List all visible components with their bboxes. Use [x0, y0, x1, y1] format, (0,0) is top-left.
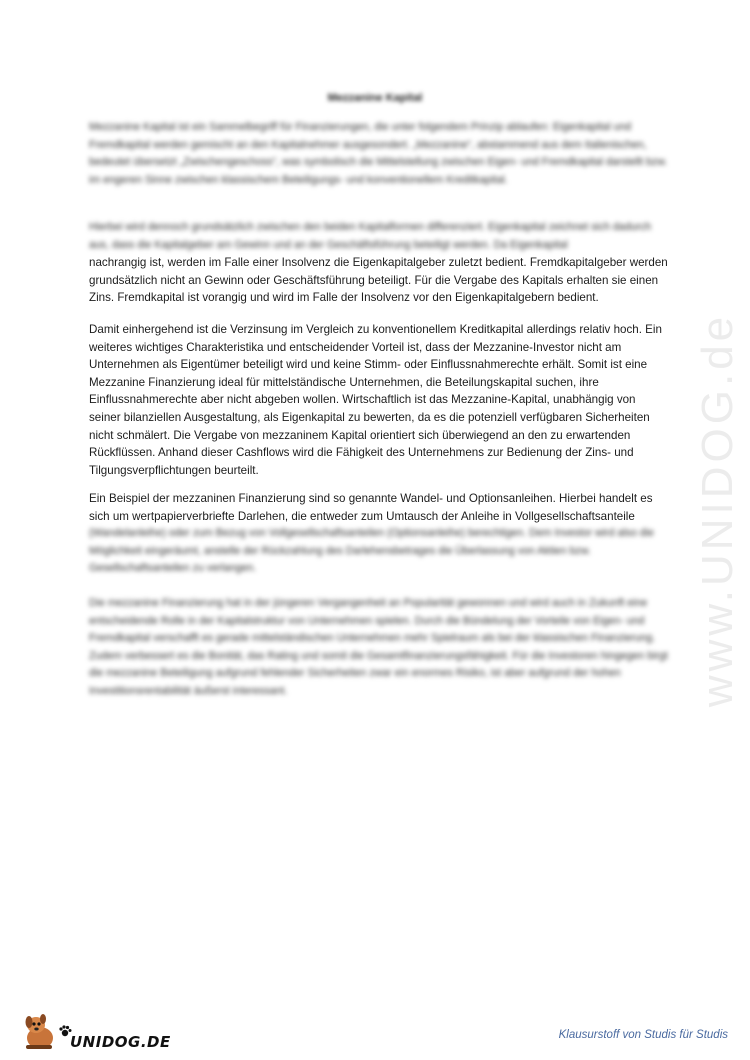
paragraph-2 [89, 219, 669, 307]
paragraph-5-text: Die mezzanine Finanzierung hat in der jüngeren Vergangenheit an Popularität gewonnen und wird auch in Zukunft eine entscheidende Rolle in der Kapitalstruktur von Unternehmen spielen. Durch die Bündelung der Vorteile von Eigen- und Fremdkapital verschafft es gerade mittelständischen Unternehmen mehr Spielraum als bei der klassischen Finanzierung. Zudem verbessert es die Bonität, das Rating und somit die Gesamtfinanzierungsfähigkeit. Für die Investoren hingegen birgt die mezzanine Beteiligung aufgrund fehlender Sicherheiten zwar ein enormes Risiko, ist aber aufgrund der hohen Investitionsrentabilität äußerst interessant. [89, 597, 668, 697]
paragraph-1 [89, 119, 669, 189]
logo-text: UNIDOG.DE [70, 1033, 171, 1051]
dog-mascot-icon [22, 1012, 60, 1052]
watermark-text: www.UNIDOG.de [693, 312, 743, 708]
paragraph-2-blurred-text: Hierbei wird dennoch grundsätzlich zwischen den beiden Kapitalformen differenziert. Eigenkapital zeichnet sich dadurch aus, dass die Kapitalgeber am Gewinn und an der Geschäftsführung beteiligt werden. Da Eigenkapital [89, 221, 652, 251]
paragraph-3-text: Damit einhergehend ist die Verzinsung im Vergleich zu konventionellem Kreditkapital allerdings relativ hoch. Ein weiteres wichtiges Charakteristika und entscheidender Vorteil ist, dass der Mezzanine-Investor nicht am Unternehmen als Eigentümer beteiligt wird und keine Stimm- oder Einflussnahmerechte erhält. Somit ist eine Mezzanine Finanzierung ideal für mittelständische Unternehmen, die Beteilungskapital suchen, ihre Einflussnahmerechte aber nicht abgeben wollen. Wirtschaftlich ist das Mezzanine-Kapital, unabhängig von seiner bilanziellen Ausgestaltung, als Eigenkapital zu bewerten, da es die potenziell verfügbaren Sicherheiten nicht schmälert. Die Vergabe von mezzaninem Kapital orientiert sich überwiegend an den zu erwartenden Rückflüssen. Anhand dieser Cashflows wird die Fähigkeit des Unternehmens zur Bedienung der Zins- und Tilgungsverpflichtungen beurteilt. [89, 323, 662, 477]
document-title: Mezzanine Kapital [327, 92, 423, 104]
paragraph-4 [89, 490, 669, 578]
paragraph-4-blurred-text: (Wandelanleihe) oder zum Bezug von Vollgesellschaftsanteilen (Optionsanleihe) berechtigen. Dem Investor wird also die Möglichkeit eingeräumt, anstelle der Rückzahlung des Darlehensbetrages die Überlassung von Aktien bzw. Gesellschaftsanteilen zu verlangen. [89, 527, 654, 575]
footer-tagline: Klausurstoff von Studis für Studis [558, 1029, 728, 1041]
paragraph-2-visible-text: nachrangig ist, werden im Falle einer Insolvenz die Eigenkapitalgeber zuletzt bedient. Fremdkapitalgeber werden grundsätzlich nicht an Gewinn oder Geschäftsführung beteiligt. Für die Vergabe des Kapitals erhalten sie einen Zins. Fremdkapital ist vorangig und wird im Falle der Insolvenz vor den Eigenkapitalgebern bedient. [89, 256, 668, 305]
paragraph-1-text: Mezzanine Kapital ist ein Sammelbegriff für Finanzierungen, die unter folgendem Prinzip ablaufen: Eigenkapital und Fremdkapital werden gemischt an den Kapitalnehmer ausgesondert. „Mezzanine“, abstammend aus dem Italienischen, bedeutet übersetzt „Zwischengeschoss“, was symbolisch die Mittelstellung zwischen Eigen- und Fremdkapital darstellt bzw. im engeren Sinne zwischen klassischem Beteiligungs- und konventionellem Kreditkapital. [89, 121, 668, 186]
paragraph-5 [89, 595, 669, 701]
paragraph-3 [89, 321, 669, 479]
paragraph-4-visible-text: Ein Beispiel der mezzaninen Finanzierung sind so genannte Wandel- und Optionsanleihen. Hierbei handelt es sich um wertpapierverbriefte Darlehen, die entweder zum Umtausch der Anleihe in Vollgesellschaftsanteile [89, 492, 653, 523]
unidog-logo[interactable] [22, 1012, 171, 1052]
vertical-watermark [688, 285, 748, 735]
